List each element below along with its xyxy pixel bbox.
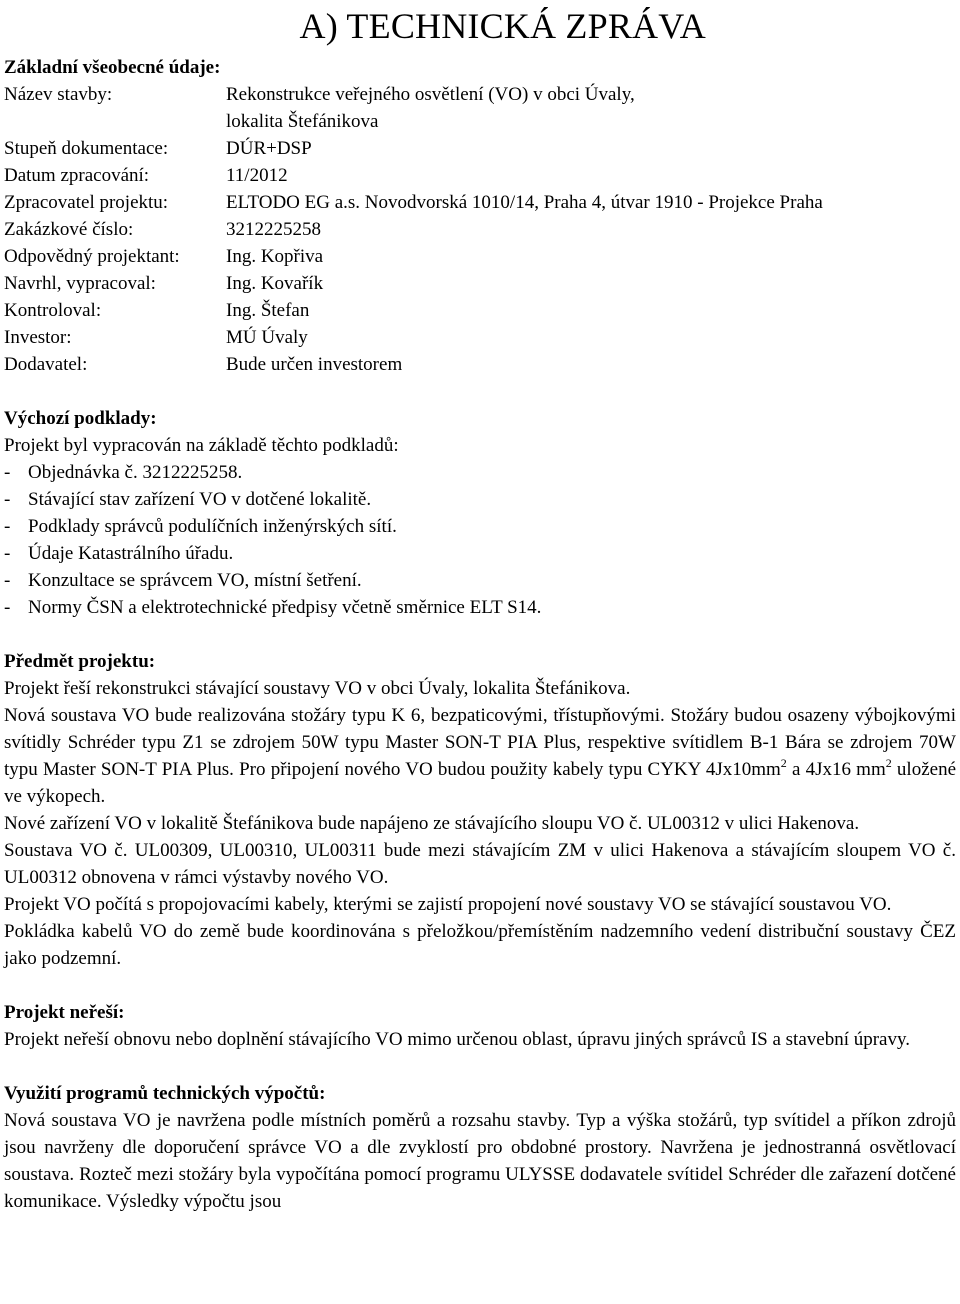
info-value: Ing. Štefan <box>226 300 310 321</box>
paragraph: Projekt řeší rekonstrukci stávající soustavy VO v obci Úvaly, lokalita Štefánikova. <box>4 678 631 699</box>
info-value: Rekonstrukce veřejného osvětlení (VO) v obci Úvaly, <box>226 84 635 105</box>
paragraph: Projekt neřeší obnovu nebo doplnění stávajícího VO mimo určenou oblast, úpravu jiných správců IS a stavební úpravy. <box>4 1029 911 1050</box>
basic-info-heading: Základní všeobecné údaje: <box>4 57 221 78</box>
info-label: Kontroloval: <box>4 300 102 321</box>
info-row-processor <box>4 189 956 216</box>
info-label: Datum zpracování: <box>4 165 150 186</box>
info-row-designed-by <box>4 270 956 297</box>
sources-section <box>4 405 956 621</box>
paragraph: Pokládka kabelů VO do země bude koordinována s přeložkou/přemístěním nadzemního vedení distribuční soustavy ČEZ jako podzemní. <box>4 921 956 969</box>
paragraph: Nová soustava VO bude realizována stožáry typu K 6, bezpaticovými, třístupňovými. Stožáry budou osazeny výbojkovými svítidly Schréder typu Z1 se zdrojem 50W typu Master SON-T PIA Plus, respektive svítidlem B-1 Bára se zdrojem 70W typu Master SON-T PIA Plus. Pro připojení nového VO budou použity kabely typu CYKY $4Jx10mm^2$ a 4Jx16 $mm^2$ uložené ve výkopech. <box>4 705 956 807</box>
subject-section <box>4 648 956 972</box>
list-item: - Objednávka č. 3212225258. <box>4 459 956 486</box>
info-row-supplier <box>4 351 956 378</box>
info-value: ELTODO EG a.s. Novodvorská 1010/14, Praha 4, útvar 1910 - Projekce Praha <box>226 192 823 213</box>
info-value: 11/2012 <box>226 165 288 186</box>
info-label: Stupeň dokumentace: <box>4 138 169 159</box>
info-row-responsible <box>4 243 956 270</box>
sources-list <box>4 459 956 621</box>
info-label: Zpracovatel projektu: <box>4 192 169 213</box>
excluded-heading: Projekt neřeší: <box>4 1002 125 1023</box>
page-title: A) TECHNICKÁ ZPRÁVA <box>299 6 706 46</box>
info-value: 3212225258 <box>226 219 321 240</box>
info-row-stage <box>4 135 956 162</box>
software-section <box>4 1080 956 1215</box>
info-value: Ing. Kovařík <box>226 273 324 294</box>
info-label: Dodavatel: <box>4 354 88 375</box>
info-value: MÚ Úvaly <box>226 327 308 348</box>
sources-intro: Projekt byl vypracován na základě těchto podkladů: <box>4 435 399 456</box>
info-row-order-number <box>4 216 956 243</box>
list-item: - Podklady správců podulíčních inženýrských sítí. <box>4 513 956 540</box>
paragraph: Soustava VO č. UL00309, UL00310, UL00311 bude mezi stávajícím ZM v ulici Hakenova a stávajícím sloupem VO č. UL00312 obnovena v rámci výstavby nového VO. <box>4 840 956 888</box>
info-row-name <box>4 81 956 108</box>
list-item: - Stávající stav zařízení VO v dotčené lokalitě. <box>4 486 956 513</box>
subject-heading: Předmět projektu: <box>4 651 156 672</box>
info-value: Bude určen investorem <box>226 354 403 375</box>
list-item: - Konzultace se správcem VO, místní šetření. <box>4 567 956 594</box>
info-row-date <box>4 162 956 189</box>
info-row-investor <box>4 324 956 351</box>
info-label: Navrhl, vypracoval: <box>4 273 156 294</box>
info-row-checked-by <box>4 297 956 324</box>
info-value: DÚR+DSP <box>226 138 312 159</box>
info-label: Investor: <box>4 327 72 348</box>
paragraph: Nové zařízení VO v lokalitě Štefánikova bude napájeno ze stávajícího sloupu VO č. UL00312 v ulici Hakenova. <box>4 813 860 834</box>
paragraph: Projekt VO počítá s propojovacími kabely, kterými se zajistí propojení nové soustavy VO se stávající soustavou VO. <box>4 894 892 915</box>
info-value: lokalita Štefánikova <box>226 111 379 132</box>
basic-info-section <box>4 54 956 378</box>
info-label: Název stavby: <box>4 84 113 105</box>
list-item: - Údaje Katastrálního úřadu. <box>4 540 956 567</box>
info-value: Ing. Kopřiva <box>226 246 324 267</box>
info-label: Zakázkové číslo: <box>4 219 134 240</box>
info-row-name-cont <box>4 108 956 135</box>
paragraph: Nová soustava VO je navržena podle místních poměrů a rozsahu stavby. Typ a výška stožárů, typ svítidel a příkon zdrojů jsou navrženy dle doporučení správce VO a dle zvyklostí pro obdobné prostory. Navržena je jednostranná osvětlovací soustava. Rozteč mezi stožáry byla vypočítána pomocí programu ULYSSE dodavatele svítidel Schréder dle zařazení dotčené komunikace. Výsledky výpočtu jsou <box>4 1110 956 1212</box>
info-label: Odpovědný projektant: <box>4 246 180 267</box>
software-heading: Využití programů technických výpočtů: <box>4 1083 326 1104</box>
list-item: - Normy ČSN a elektrotechnické předpisy včetně směrnice ELT S14. <box>4 594 956 621</box>
excluded-section <box>4 999 956 1053</box>
sources-heading: Výchozí podklady: <box>4 408 157 429</box>
